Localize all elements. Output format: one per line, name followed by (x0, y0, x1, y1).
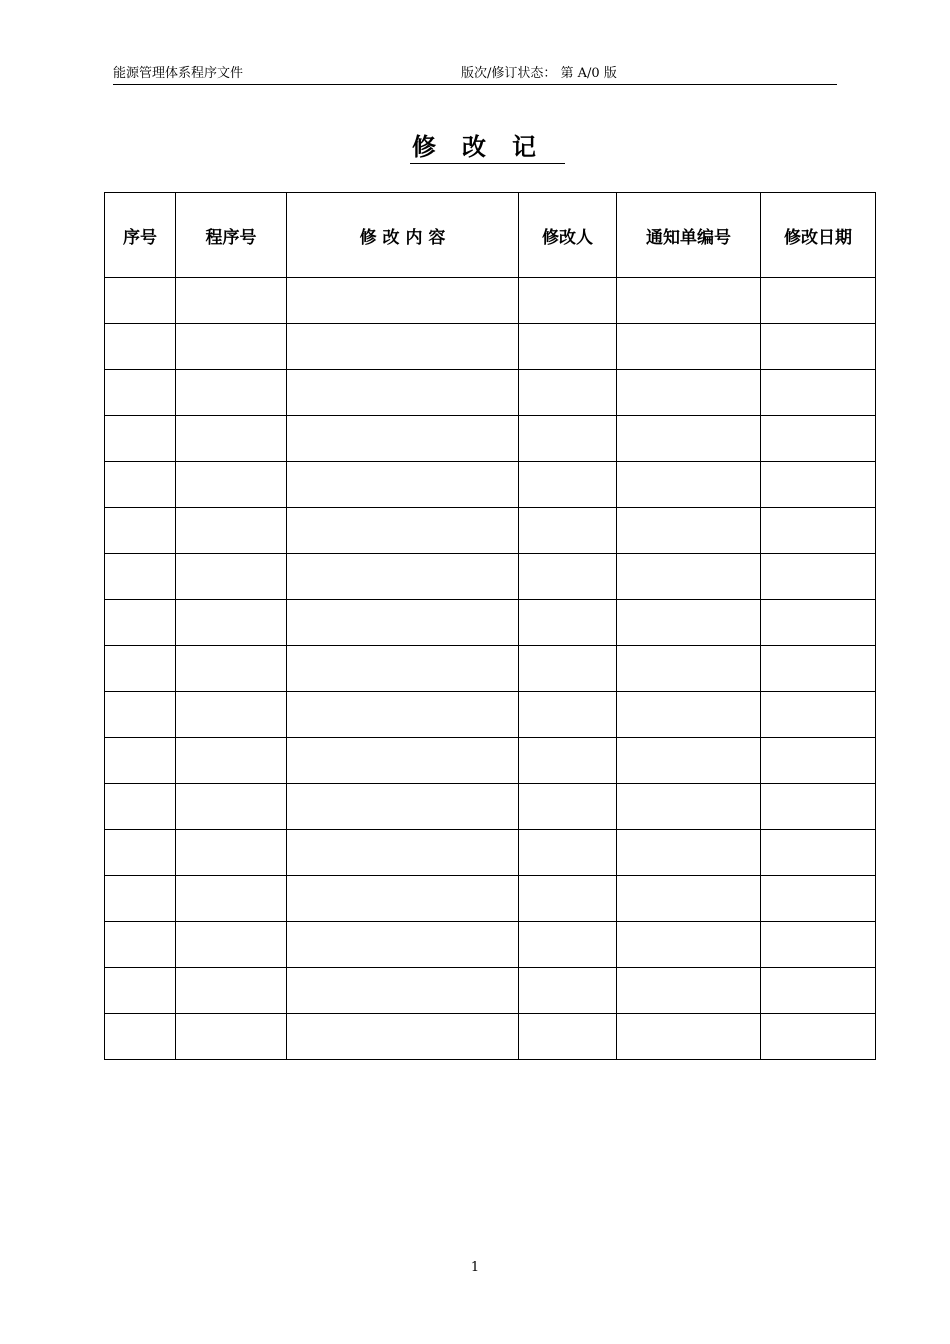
revised-by-cell (519, 416, 617, 462)
revised-by-cell (519, 922, 617, 968)
serial-number-cell (105, 692, 176, 738)
notice-number-cell (617, 1014, 761, 1060)
procedure-number-cell (176, 462, 287, 508)
revision-date-cell (761, 370, 876, 416)
table-row (105, 278, 876, 324)
table-row (105, 968, 876, 1014)
table-row (105, 416, 876, 462)
procedure-number-cell (176, 600, 287, 646)
revision-content-cell (287, 784, 519, 830)
column-header-revised-by: 修改人 (519, 193, 617, 278)
revised-by-cell (519, 968, 617, 1014)
revision-content-cell (287, 876, 519, 922)
procedure-number-cell (176, 646, 287, 692)
revision-date-cell (761, 784, 876, 830)
revision-content-cell (287, 462, 519, 508)
notice-number-cell (617, 508, 761, 554)
procedure-number-cell (176, 416, 287, 462)
table-row (105, 370, 876, 416)
revision-date-cell (761, 416, 876, 462)
revised-by-cell (519, 324, 617, 370)
revision-record-table (104, 192, 876, 1060)
revised-by-cell (519, 738, 617, 784)
serial-number-cell (105, 922, 176, 968)
table-row (105, 462, 876, 508)
revised-by-cell (519, 876, 617, 922)
revision-content-cell (287, 324, 519, 370)
revision-date-cell (761, 508, 876, 554)
table-body (105, 278, 876, 1060)
revised-by-cell (519, 692, 617, 738)
notice-number-cell (617, 692, 761, 738)
procedure-number-cell (176, 1014, 287, 1060)
serial-number-cell (105, 508, 176, 554)
procedure-number-cell (176, 784, 287, 830)
revision-content-cell (287, 646, 519, 692)
notice-number-cell (617, 416, 761, 462)
procedure-number-cell (176, 922, 287, 968)
table-row (105, 784, 876, 830)
revision-date-cell (761, 876, 876, 922)
revised-by-cell (519, 784, 617, 830)
revision-content-cell (287, 830, 519, 876)
table-row (105, 830, 876, 876)
notice-number-cell (617, 784, 761, 830)
serial-number-cell (105, 462, 176, 508)
procedure-number-cell (176, 370, 287, 416)
page-title: 修改记 (410, 130, 565, 164)
procedure-number-cell (176, 278, 287, 324)
revised-by-cell (519, 508, 617, 554)
revision-content-cell (287, 554, 519, 600)
serial-number-cell (105, 738, 176, 784)
revision-date-cell (761, 968, 876, 1014)
revised-by-cell (519, 600, 617, 646)
notice-number-cell (617, 738, 761, 784)
procedure-number-cell (176, 738, 287, 784)
notice-number-cell (617, 324, 761, 370)
revision-date-cell (761, 830, 876, 876)
table-row (105, 876, 876, 922)
notice-number-cell (617, 830, 761, 876)
serial-number-cell (105, 600, 176, 646)
revision-content-cell (287, 1014, 519, 1060)
table-header-row (105, 193, 876, 278)
serial-number-cell (105, 876, 176, 922)
revision-date-cell (761, 738, 876, 784)
revision-date-cell (761, 646, 876, 692)
table-row (105, 1014, 876, 1060)
serial-number-cell (105, 370, 176, 416)
table-row (105, 692, 876, 738)
procedure-number-cell (176, 692, 287, 738)
procedure-number-cell (176, 554, 287, 600)
revision-content-cell (287, 692, 519, 738)
serial-number-cell (105, 1014, 176, 1060)
serial-number-cell (105, 968, 176, 1014)
revision-date-cell (761, 1014, 876, 1060)
revised-by-cell (519, 1014, 617, 1060)
page-number: 1 (470, 1260, 480, 1275)
revision-content-cell (287, 370, 519, 416)
procedure-number-cell (176, 968, 287, 1014)
revision-date-cell (761, 922, 876, 968)
serial-number-cell (105, 324, 176, 370)
revision-date-cell (761, 462, 876, 508)
notice-number-cell (617, 554, 761, 600)
revision-content-cell (287, 416, 519, 462)
revision-content-cell (287, 600, 519, 646)
revised-by-cell (519, 554, 617, 600)
notice-number-cell (617, 370, 761, 416)
page-header (113, 64, 837, 85)
serial-number-cell (105, 830, 176, 876)
revision-date-cell (761, 692, 876, 738)
serial-number-cell (105, 416, 176, 462)
notice-number-cell (617, 968, 761, 1014)
procedure-number-cell (176, 830, 287, 876)
revised-by-cell (519, 278, 617, 324)
procedure-number-cell (176, 876, 287, 922)
table-row (105, 324, 876, 370)
header-revision-status: 版次/修订状态： 第 A/0 版 (461, 66, 617, 81)
column-header-serial-number: 序号 (105, 193, 176, 278)
revision-date-cell (761, 278, 876, 324)
column-header-procedure-number: 程序号 (176, 193, 287, 278)
table-row (105, 646, 876, 692)
serial-number-cell (105, 554, 176, 600)
column-header-notice-number: 通知单编号 (617, 193, 761, 278)
revision-content-cell (287, 738, 519, 784)
revision-content-cell (287, 278, 519, 324)
revision-date-cell (761, 324, 876, 370)
table-row (105, 554, 876, 600)
procedure-number-cell (176, 508, 287, 554)
notice-number-cell (617, 876, 761, 922)
serial-number-cell (105, 646, 176, 692)
table-row (105, 922, 876, 968)
revised-by-cell (519, 646, 617, 692)
header-document-type: 能源管理体系程序文件 (113, 66, 244, 81)
procedure-number-cell (176, 324, 287, 370)
notice-number-cell (617, 278, 761, 324)
table-row (105, 600, 876, 646)
revised-by-cell (519, 462, 617, 508)
serial-number-cell (105, 278, 176, 324)
notice-number-cell (617, 600, 761, 646)
column-header-revision-date: 修改日期 (761, 193, 876, 278)
table-row (105, 508, 876, 554)
revision-content-cell (287, 922, 519, 968)
revision-content-cell (287, 508, 519, 554)
revised-by-cell (519, 370, 617, 416)
revision-date-cell (761, 554, 876, 600)
notice-number-cell (617, 462, 761, 508)
revised-by-cell (519, 830, 617, 876)
column-header-revision-content: 修 改 内 容 (287, 193, 519, 278)
revision-content-cell (287, 968, 519, 1014)
notice-number-cell (617, 646, 761, 692)
notice-number-cell (617, 922, 761, 968)
revision-date-cell (761, 600, 876, 646)
serial-number-cell (105, 784, 176, 830)
table-row (105, 738, 876, 784)
